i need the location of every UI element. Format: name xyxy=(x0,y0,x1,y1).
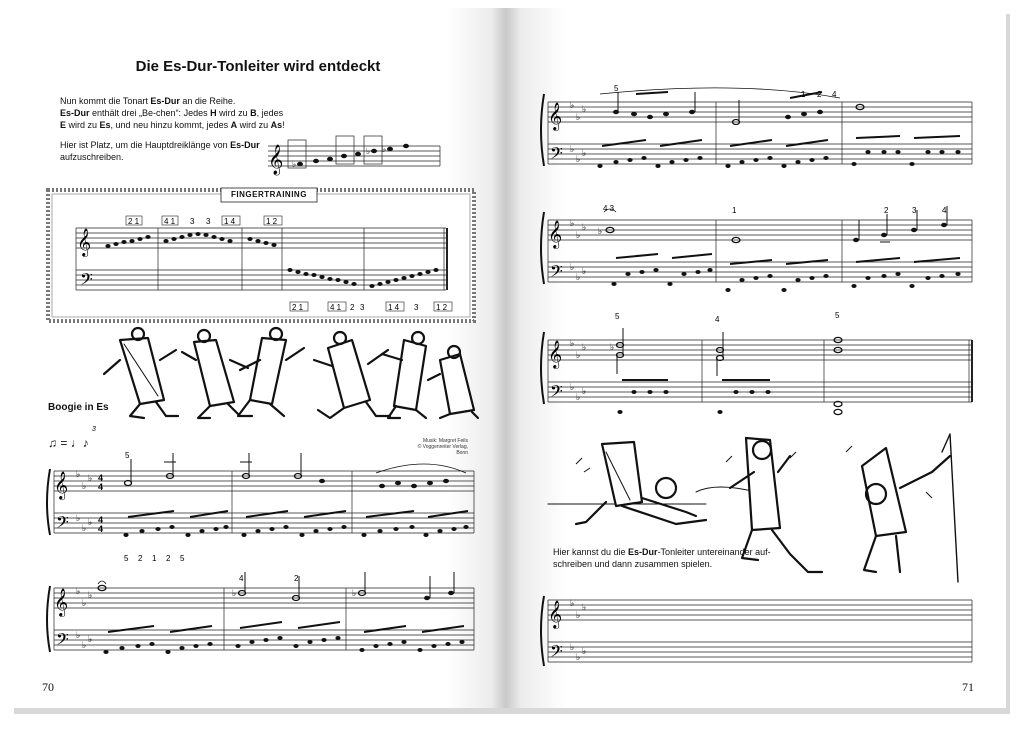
svg-text:♭: ♭ xyxy=(292,160,297,170)
svg-text:𝄞: 𝄞 xyxy=(548,600,563,628)
finger-top-5: 1 4 xyxy=(224,217,236,226)
fingertraining-box xyxy=(46,188,476,323)
svg-text:♭: ♭ xyxy=(82,482,87,492)
sys1-finger-b5: 5 xyxy=(180,554,185,563)
svg-text:4: 4 xyxy=(98,473,104,483)
svg-text:𝄞: 𝄞 xyxy=(54,471,69,499)
finger-bottom-6: 3 xyxy=(414,303,419,312)
svg-text:𝄞: 𝄞 xyxy=(548,102,563,130)
svg-text:♭: ♭ xyxy=(82,524,87,534)
svg-text:♭: ♭ xyxy=(582,343,587,353)
finger-top-2: 4 1 xyxy=(164,217,176,226)
svg-text:♭: ♭ xyxy=(610,343,615,353)
svg-text:♭: ♭ xyxy=(576,155,581,165)
right-page xyxy=(506,8,1006,708)
svg-text:♭: ♭ xyxy=(582,149,587,159)
svg-text:♭: ♭ xyxy=(570,145,575,155)
svg-text:𝄢: 𝄢 xyxy=(56,512,69,536)
right-system-3 xyxy=(540,320,976,420)
r1-finger-2: 1 xyxy=(801,90,806,99)
svg-text:♭: ♭ xyxy=(570,263,575,273)
r1-finger-4: 4 xyxy=(832,90,837,99)
svg-text:♭: ♭ xyxy=(88,591,93,601)
svg-text:♭: ♭ xyxy=(88,635,93,645)
empty-staff-system xyxy=(540,586,976,678)
left-page xyxy=(10,8,506,708)
svg-text:♭: ♭ xyxy=(576,273,581,283)
svg-text:♭: ♭ xyxy=(366,147,371,157)
r2-finger-1: 4 3 xyxy=(603,204,615,213)
dancing-figures-illustration xyxy=(100,330,480,422)
svg-text:♭: ♭ xyxy=(76,587,81,597)
svg-text:♭: ♭ xyxy=(582,267,587,277)
scale-staff xyxy=(268,136,443,175)
svg-text:𝄢: 𝄢 xyxy=(550,381,563,405)
space-line-2: aufzuschreiben. xyxy=(60,152,124,162)
svg-text:♭: ♭ xyxy=(76,470,81,480)
hier-text xyxy=(553,546,773,570)
space-line-1: Hier ist Platz, um die Hauptdreiklänge von Es-Dur xyxy=(60,140,260,150)
svg-text:♭: ♭ xyxy=(582,387,587,397)
svg-text:♭: ♭ xyxy=(76,631,81,641)
svg-text:𝄢: 𝄢 xyxy=(80,269,93,293)
finger-bottom-1: 2 1 xyxy=(292,303,304,312)
svg-text:𝄢: 𝄢 xyxy=(550,143,563,167)
tempo-triplet: 3 xyxy=(92,426,96,433)
finger-top-1: 2 1 xyxy=(128,217,140,226)
svg-text:𝄞: 𝄞 xyxy=(548,340,563,368)
finger-top-3: 3 xyxy=(190,217,195,226)
svg-text:♭: ♭ xyxy=(582,647,587,657)
music-credit: Musik: Margret Feils © Voggenreiter Verlag, Bonn xyxy=(417,438,468,456)
boogie-title: Boogie in Es xyxy=(48,402,109,413)
treble-clef-icon: 𝄞 xyxy=(268,145,284,175)
finger-bottom-4: 3 xyxy=(360,303,365,312)
svg-text:4: 4 xyxy=(98,524,104,534)
sys2-finger-2: 2 xyxy=(294,574,299,583)
svg-text:♭: ♭ xyxy=(88,474,93,484)
fingertraining-label: FINGERTRAINING xyxy=(231,190,307,199)
r3-finger-3: 5 xyxy=(835,311,840,320)
intro-line-3: E wird zu Es, und neu hinzu kommt, jedes A wird zu As! xyxy=(60,120,285,130)
svg-text:♭: ♭ xyxy=(570,219,575,229)
r2-finger-3: 2 xyxy=(884,206,889,215)
hier-line-2: schreiben und dann zusammen spielen. xyxy=(553,559,713,569)
svg-text:𝄢: 𝄢 xyxy=(550,261,563,285)
sys1-finger-b3: 1 xyxy=(152,554,157,563)
r2-finger-2: 1 xyxy=(732,206,737,215)
sys1-finger-b1: 5 xyxy=(124,554,129,563)
svg-text:♭: ♭ xyxy=(582,223,587,233)
svg-text:♭: ♭ xyxy=(576,653,581,663)
svg-text:♭: ♭ xyxy=(582,603,587,613)
svg-text:♭: ♭ xyxy=(352,589,357,599)
page-number-left: 70 xyxy=(42,680,54,694)
finger-bottom-3: 2 xyxy=(350,303,355,312)
finger-top-6: 1 2 xyxy=(266,217,278,226)
boogie-system-2 xyxy=(46,580,476,670)
svg-text:4: 4 xyxy=(98,515,104,525)
finger-bottom-5: 1 4 xyxy=(388,303,400,312)
right-system-1 xyxy=(540,86,976,178)
svg-text:♭: ♭ xyxy=(576,393,581,403)
svg-text:𝄢: 𝄢 xyxy=(550,641,563,665)
svg-text:♭: ♭ xyxy=(598,227,603,237)
boogie-system-1 xyxy=(46,463,476,553)
sys2-finger-1: 4 xyxy=(239,574,244,583)
svg-text:♭: ♭ xyxy=(382,145,387,155)
sys1-finger-b2: 2 xyxy=(138,554,143,563)
svg-text:♭: ♭ xyxy=(570,643,575,653)
svg-text:♭: ♭ xyxy=(82,641,87,651)
svg-text:♭: ♭ xyxy=(570,339,575,349)
r3-finger-2: 4 xyxy=(715,315,720,324)
svg-text:𝄞: 𝄞 xyxy=(548,220,563,248)
svg-text:♭: ♭ xyxy=(76,514,81,524)
svg-text:♭: ♭ xyxy=(570,383,575,393)
sys1-finger-b4: 2 xyxy=(166,554,171,563)
svg-text:♭: ♭ xyxy=(576,351,581,361)
sys1-finger-top: 5 xyxy=(125,451,130,460)
intro-line-1: Nun kommt die Tonart Es-Dur an die Reihe. xyxy=(60,96,236,106)
r3-finger-1: 5 xyxy=(615,312,620,321)
svg-text:♭: ♭ xyxy=(570,599,575,609)
finger-bottom-7: 1 2 xyxy=(436,303,448,312)
r2-finger-5: 4 xyxy=(942,206,947,215)
finger-bottom-2: 4 1 xyxy=(330,303,342,312)
finger-top-4: 3 xyxy=(206,217,211,226)
page-number-right: 71 xyxy=(962,680,974,694)
svg-text:♭: ♭ xyxy=(576,611,581,621)
svg-text:𝄞: 𝄞 xyxy=(77,228,92,256)
r1-finger-1: 5 xyxy=(614,84,619,93)
svg-text:♭: ♭ xyxy=(82,599,87,609)
svg-text:♭: ♭ xyxy=(576,113,581,123)
page-title: Die Es-Dur-Tonleiter wird entdeckt xyxy=(135,58,381,75)
svg-text:♭: ♭ xyxy=(88,518,93,528)
hier-line-1: Hier kannst du die Es-Dur-Tonleiter untereinander auf- xyxy=(553,547,771,557)
right-system-2 xyxy=(540,202,976,298)
svg-text:𝄞: 𝄞 xyxy=(54,588,69,616)
intro-line-2: Es-Dur enthält drei „Be-chen“: Jedes H wird zu B, jedes xyxy=(60,108,284,118)
svg-text:♭: ♭ xyxy=(582,105,587,115)
r1-finger-3: 2 xyxy=(817,90,822,99)
tempo-marking: ♫ = ♩♪ xyxy=(48,436,89,450)
svg-text:4: 4 xyxy=(98,482,104,492)
svg-text:𝄢: 𝄢 xyxy=(56,629,69,653)
svg-text:♭: ♭ xyxy=(576,231,581,241)
svg-text:♭: ♭ xyxy=(570,101,575,111)
r2-finger-4: 3 xyxy=(912,206,917,215)
svg-text:♭: ♭ xyxy=(232,589,237,599)
